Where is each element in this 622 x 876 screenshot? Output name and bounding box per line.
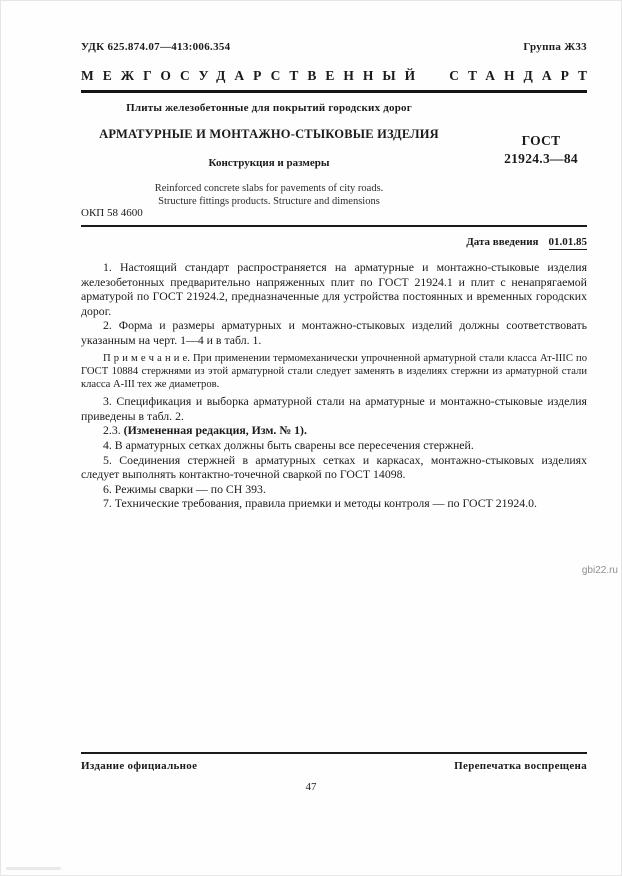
- gost-label: ГОСТ: [521, 133, 561, 148]
- paragraph-5: 5. Соединения стержней в арматурных сетках и каркасах, монтажно-стыковых изделиях следует выполнять контактно-точечной сваркой по ГОСТ 14098.: [81, 452, 587, 482]
- paragraph-1: 1. Настоящий стандарт распространяется на арматурные и монтажно-стыковые изделия железобетонных предварительно напряженных плит по ГОСТ 21924.1 и плит с ненапрягаемой арматурой по ГОСТ 21924.2, предназначенные для устройства постоянных и временных городских дорог.: [81, 260, 587, 318]
- title-english-line-1: Reinforced concrete slabs for pavements of city roads.: [154, 183, 384, 194]
- footer-rule: [81, 752, 587, 754]
- footer-official-edition: Издание официальное: [81, 760, 198, 772]
- paragraph-6: 6. Режимы сварки — по СН 393.: [103, 481, 266, 496]
- standard-type-heading: [81, 68, 596, 84]
- body-text: [81, 260, 587, 511]
- date-value: 01.01.85: [548, 236, 587, 248]
- site-watermark: gbi22.ru: [581, 565, 618, 576]
- title-block: [81, 102, 457, 208]
- gost-designation: [489, 132, 593, 167]
- document-subtitle: Конструкция и размеры: [208, 157, 330, 169]
- scan-artifact: [6, 867, 61, 870]
- header-rule: [81, 90, 587, 93]
- paragraph-7: 7. Технические требования, правила приемки и методы контроля — по ГОСТ 21924.0.: [103, 496, 538, 511]
- paragraph-2-3-number: 2.3.: [103, 423, 124, 438]
- footer-reprint-notice: Перепечатка воспрещена: [454, 760, 587, 772]
- introduction-date-row: [81, 236, 587, 248]
- title-english-line-2: Structure fittings products. Structure and dimensions: [158, 196, 380, 207]
- document-title-english: [81, 182, 457, 208]
- page-number: 47: [305, 781, 317, 793]
- paragraph-3: 3. Спецификация и выборка арматурной стали на арматурные и монтажно-стыковые изделия приведены в табл. 2.: [81, 394, 587, 423]
- standard-word-2: СТАНДАРТ: [449, 68, 596, 83]
- classification-row: [81, 41, 587, 53]
- title-separator-rule: [81, 225, 587, 227]
- group-code: Группа Ж33: [523, 41, 587, 53]
- document-title: АРМАТУРНЫЕ И МОНТАЖНО-СТЫКОВЫЕ ИЗДЕЛИЯ: [99, 127, 439, 141]
- gost-number: 21924.3—84: [504, 150, 578, 166]
- document-subject: Плиты железобетонные для покрытий городских дорог: [126, 102, 412, 114]
- standard-word-1: МЕЖГОСУДАРСТВЕННЫЙ: [81, 68, 425, 83]
- paragraph-2: 2. Форма и размеры арматурных и монтажно-стыковых изделий должны соответствовать указанным на черт. 1—4 и в табл. 1.: [81, 318, 587, 347]
- okp-code: ОКП 58 4600: [81, 207, 143, 219]
- paragraph-2-3-amendment: (Измененная редакция, Изм. № 1).: [123, 423, 307, 438]
- footer-row: [81, 760, 587, 772]
- paragraph-4: 4. В арматурных сетках должны быть сварены все пересечения стержней.: [103, 437, 474, 452]
- note-paragraph: П р и м е ч а н и е. При применении термомеханически упрочненной арматурной стали класса Ат-IIIС по ГОСТ 10884 стержнями из этой арматурной стали следует заменять в изделиях стержни из арматурной стали класса А-III тех же диаметров.: [81, 352, 587, 390]
- udk-code: УДК 625.874.07—413:006.354: [81, 41, 231, 53]
- date-label: Дата введения: [466, 236, 539, 248]
- paragraph-2-3: [81, 423, 587, 438]
